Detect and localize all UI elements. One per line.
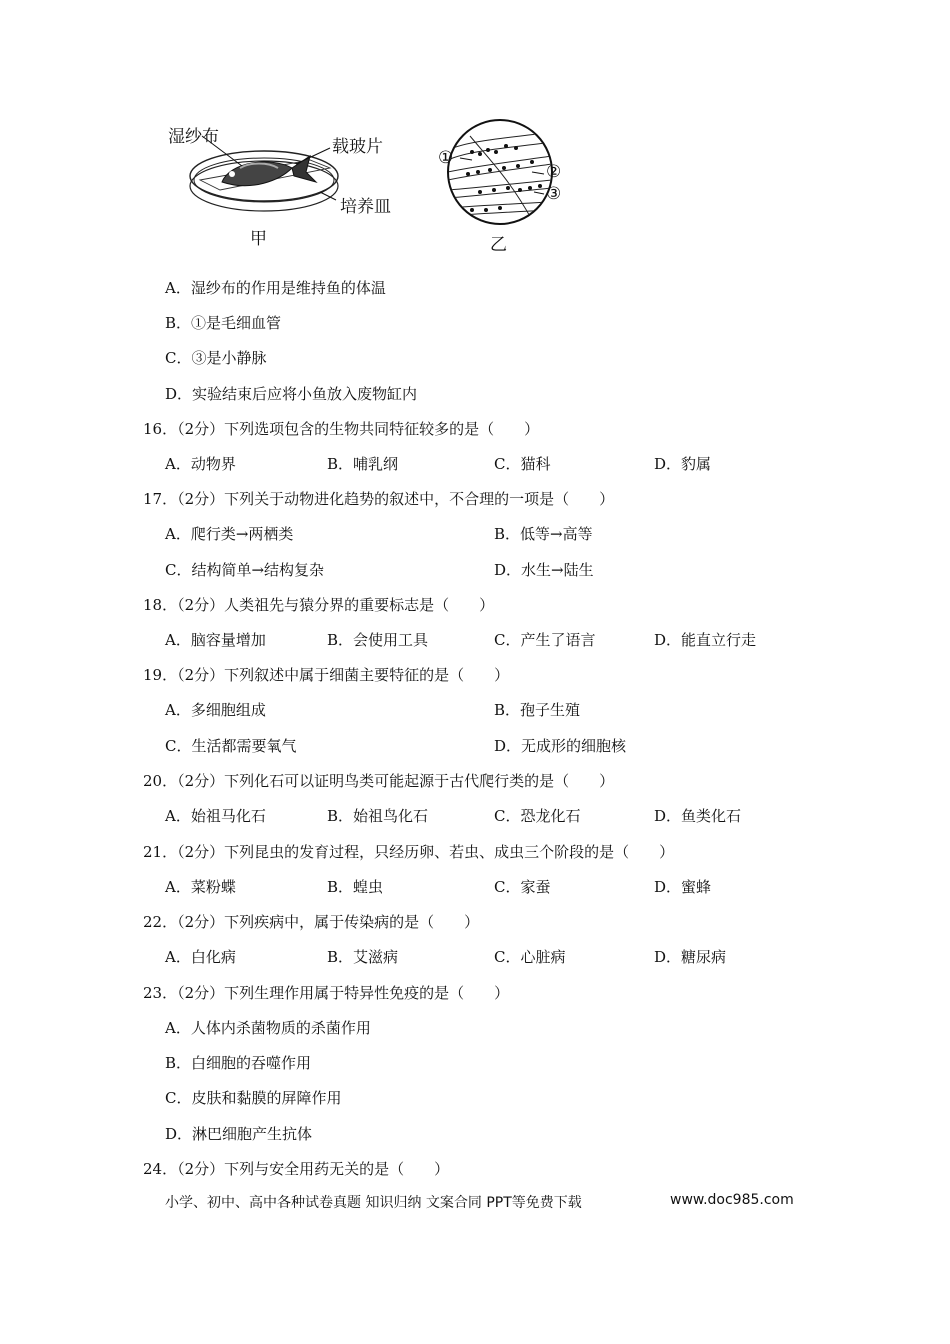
q18-option-a: A．脑容量增加 <box>165 631 266 649</box>
footer-text: 小学、初中、高中各种试卷真题 知识归纳 文案合同 PPT等免费下载 <box>165 1195 582 1211</box>
label-marker-1: ① <box>438 148 454 168</box>
q16-option-b: B．哺乳纲 <box>327 455 399 473</box>
q20-option-c: C．恐龙化石 <box>494 807 581 825</box>
question-17-stem: 17．（2分）下列关于动物进化趋势的叙述中，不合理的一项是（ ） <box>143 490 615 508</box>
q15-option-a: A．湿纱布的作用是维持鱼的体温 <box>165 279 386 297</box>
footer-site[interactable]: www.doc985.com <box>670 1192 794 1208</box>
label-wet-gauze: 湿纱布 <box>168 127 219 147</box>
q21-option-b: B．蝗虫 <box>327 878 384 896</box>
q20-option-b: B．始祖鸟化石 <box>327 807 429 825</box>
q15-option-c: C．③是小静脉 <box>165 349 267 367</box>
question-19-stem: 19．（2分）下列叙述中属于细菌主要特征的是（ ） <box>143 666 510 684</box>
question-24-stem: 24．（2分）下列与安全用药无关的是（ ） <box>143 1160 450 1178</box>
q19-option-d: D．无成形的细胞核 <box>494 737 627 755</box>
petri-dish-drawing <box>190 136 338 211</box>
question-22-stem: 22．（2分）下列疾病中，属于传染病的是（ ） <box>143 913 480 931</box>
question-23-stem: 23．（2分）下列生理作用属于特异性免疫的是（ ） <box>143 984 510 1002</box>
q18-option-c: C．产生了语言 <box>494 631 596 649</box>
microscope-view-drawing <box>448 120 552 224</box>
q17-option-c: C．结构简单→结构复杂 <box>165 561 325 579</box>
q21-option-a: A．菜粉蝶 <box>165 878 236 896</box>
label-yi: 乙 <box>490 235 507 255</box>
figure-drawing <box>160 110 640 260</box>
question-20-stem: 20．（2分）下列化石可以证明鸟类可能起源于古代爬行类的是（ ） <box>143 772 615 790</box>
q17-option-d: D．水生→陆生 <box>494 561 594 579</box>
label-marker-2: ② <box>546 162 562 182</box>
q18-option-d: D．能直立行走 <box>654 631 757 649</box>
q23-option-c: C．皮肤和黏膜的屏障作用 <box>165 1089 342 1107</box>
q20-option-d: D．鱼类化石 <box>654 807 742 825</box>
question-16-stem: 16．（2分）下列选项包含的生物共同特征较多的是（ ） <box>143 420 540 438</box>
q20-option-a: A．始祖马化石 <box>165 807 266 825</box>
question-18-stem: 18．（2分）人类祖先与猿分界的重要标志是（ ） <box>143 596 495 614</box>
q21-option-d: D．蜜蜂 <box>654 878 712 896</box>
q19-option-c: C．生活都需要氧气 <box>165 737 297 755</box>
question-21-stem: 21．（2分）下列昆虫的发育过程，只经历卵、若虫、成虫三个阶段的是（ ） <box>143 843 675 861</box>
page-footer <box>165 1192 795 1212</box>
q21-option-c: C．家蚕 <box>494 878 551 896</box>
q22-option-d: D．糖尿病 <box>654 948 727 966</box>
q16-option-a: A．动物界 <box>165 455 236 473</box>
q16-option-d: D．豹属 <box>654 455 712 473</box>
q16-option-c: C．猫科 <box>494 455 551 473</box>
label-petri-dish: 培养皿 <box>340 197 391 217</box>
q19-option-a: A．多细胞组成 <box>165 701 266 719</box>
q22-option-b: B．艾滋病 <box>327 948 399 966</box>
q23-option-a: A．人体内杀菌物质的杀菌作用 <box>165 1019 371 1037</box>
q22-option-c: C．心脏病 <box>494 948 566 966</box>
q17-option-a: A．爬行类→两栖类 <box>165 525 294 543</box>
q18-option-b: B．会使用工具 <box>327 631 429 649</box>
q23-option-b: B．白细胞的吞噬作用 <box>165 1054 312 1072</box>
q23-option-d: D．淋巴细胞产生抗体 <box>165 1125 313 1143</box>
label-marker-3: ③ <box>546 184 562 204</box>
q15-option-d: D．实验结束后应将小鱼放入废物缸内 <box>165 385 418 403</box>
label-jia: 甲 <box>250 229 267 249</box>
q17-option-b: B．低等→高等 <box>494 525 593 543</box>
q19-option-b: B．孢子生殖 <box>494 701 581 719</box>
fish-circulation-figure <box>160 110 640 260</box>
label-slide: 载玻片 <box>332 137 383 157</box>
q15-option-b: B．①是毛细血管 <box>165 314 282 332</box>
q22-option-a: A．白化病 <box>165 948 236 966</box>
